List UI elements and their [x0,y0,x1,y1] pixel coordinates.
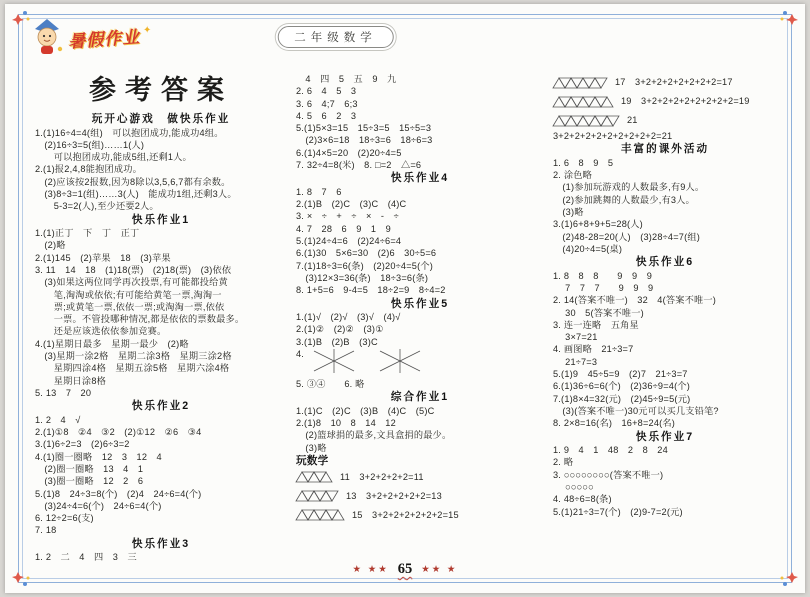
answer-line: 3. × ÷ + ÷ × - ÷ [296,211,399,222]
triangle-strip-figure [296,506,544,525]
triangle-strip-figure [553,92,777,111]
answer-line: 4. [296,348,305,359]
answer-line: 一票。不管投哪种情况,都是依依的票数最多。 [35,314,245,325]
answer-line: 7.(1)8×4=32(元) (2)45÷9=5(元) [553,393,691,404]
answer-line: 5-3=2(人),至少还要2人。 [35,201,159,212]
answers-column-left [35,73,287,563]
answer-line: 8. 1+5=6 9-4=5 18÷2=9 8÷4=2 [296,285,446,296]
footer-stars-right: ★★ ★ [421,564,458,575]
decorative-frame [18,14,792,583]
answer-line: 1. 9 4 1 48 2 8 24 [553,445,668,456]
answer-line: 2. 14(答案不唯一) 32 4(答案不唯一) [553,295,717,306]
answer-line: 7. 18 [35,525,57,536]
section-header: 玩开心游戏 做快乐作业 [91,113,231,125]
answer-line: 3+2+2+2+2+2+2+2+2+2=21 [553,131,673,141]
answer-line: 4. 画图略 21÷3=7 [553,344,634,355]
answer-line: 7 7 7 9 9 9 [553,282,654,293]
answer-line: (3)略 [553,206,584,217]
answer-line: 30 5(答案不唯一) [553,307,644,318]
answer-line: 2.(1)B (2)C (3)C (4)C [296,199,407,210]
answer-line: 4. 48÷6=8(条) [553,494,612,505]
triangle-strip-figure [553,73,777,92]
answer-line: 6.(1)4×5=20 (2)20÷4=5 [296,147,402,158]
answer-line: 6.(1)30 5×6=30 (2)6 30÷5=6 [296,248,437,259]
answer-line: 4. 7 28 6 9 1 9 [296,223,391,234]
answer-line: (3)24÷4=6(个) 24÷6=4(个) [35,500,162,511]
section-header: 快乐作业7 [635,430,695,443]
answer-line: (2)48-28=20(人) (3)28÷4=7(组) [553,231,700,242]
answer-line: 21÷7=3 [553,356,598,367]
answer-line: 6.(1)36÷6=6(个) (2)36÷9=4(个) [553,381,691,392]
corner-ornament-icon [779,9,797,27]
answer-line: 3.(1)6÷2=3 (2)6÷3=2 [35,439,130,450]
brand-logo [29,17,151,57]
answer-line: (2)略 [35,240,66,251]
section-header: 快乐作业2 [131,400,191,413]
page-title: 参考答案 [89,75,233,105]
answer-line: 1. 8 8 8 9 9 9 [553,270,652,281]
answer-line: 3.(1)B (2)B (3)C [296,336,378,347]
answer-line: 3. 连一连略 五角星 [553,319,639,330]
logo-title: 暑假作业 [67,27,141,51]
answer-line: 6. 12÷2=6(支) [35,513,94,524]
mascot-icon [29,17,65,57]
section-header: 快乐作业4 [390,172,450,185]
answers-column-middle [296,73,544,556]
answer-line: (2)应该按2报数,因为8除以3,5,6,7都有余数。 [35,176,231,187]
triangle-strip-figure [296,487,544,506]
answer-line: (3)星期一涂2格 星期二涂3格 星期三涂2格 [35,351,232,362]
answer-line: 3. ○○○○○○○○(答案不唯一) [553,469,664,480]
answer-line: 5.(1)21÷3=7(个) (2)9-7=2(元) [553,506,683,517]
section-header: 快乐作业3 [131,537,191,550]
answer-line: 票;或黄笔一票,依依一票;或淘淘一票,依依 [35,301,225,312]
section-header: 快乐作业5 [390,297,450,310]
answer-line: 3. 6 4;7 6;3 [296,98,358,109]
answers-content [35,73,777,563]
answer-line: 17 3+2+2+2+2+2+2+2=17 [615,77,733,88]
answer-line: 2. 涂色略 [553,170,592,181]
answer-line: 星期日涂8格 [35,375,107,386]
answer-line: (3)略 [296,442,327,453]
answer-line: 1.(1)16÷4=4(组) 可以抱团成功,能成功4组。 [35,127,224,138]
answer-line: 2.(1)报2,4,8能抱团成功。 [35,164,143,175]
answer-line: (2)篮球捐的最多,文具盒捐的最少。 [296,430,452,441]
answer-line: (3)如果这两位同学再次投票,有可能都投给黄 [35,277,228,288]
answer-line: (4)20÷4=5(桌) [553,243,623,254]
paper-sheet [5,4,805,593]
answer-line: 3. 11 14 18 (1)18(票) (2)18(票) (3)依依 [35,264,232,275]
answer-line: 1. 2 4 √ [35,414,81,425]
cross-lines-figure [296,348,544,378]
answer-line: (2)3×6=18 18÷3=6 18÷6=3 [296,135,433,146]
answers-column-right [553,73,777,556]
answer-line: 2.(1)①8 ②4 ③2 (2)①12 ②6 ③4 [35,427,202,438]
answer-line: 5.(1)24÷4=6 (2)24÷6=4 [296,236,402,247]
answer-line: (3)圈一圈略 12 2 6 [35,476,144,487]
answer-line: 8. 2×8=16(名) 16+8=24(名) [553,418,676,429]
answer-line: 星期四涂4格 星期五涂5格 星期六涂4格 [35,363,230,374]
answer-line: 可以抱团成功,能成5组,还剩1人。 [35,152,192,163]
answer-line: 笔,淘淘或依依;有可能给黄笔一票,淘淘一 [35,289,222,300]
section-header: 玩数学 [296,454,329,467]
answer-line: 5.(1)9 45÷5=9 (2)7 21÷3=7 [553,369,688,380]
answer-line: 1.(1)√ (2)√ (3)√ (4)√ [296,312,401,323]
answer-line: 1. 2 二 4 四 3 三 [35,552,137,563]
answer-line: 5.(1)8 24÷3=8(个) (2)4 24÷6=4(个) [35,488,202,499]
answer-line: 7.(1)18÷3=6(条) (2)20÷4=5(个) [296,260,434,271]
answer-line: 15 3+2+2+2+2+2+2=15 [352,510,459,521]
answer-line: 2. 6 4 5 3 [296,86,357,97]
answers-lines-left [35,112,287,564]
section-header: 快乐作业1 [131,213,191,226]
answer-line: 4.(1)圈一圈略 12 3 12 4 [35,451,162,462]
section-header: 丰富的课外活动 [620,143,710,156]
answer-line: 5.(1)5×3=15 15÷3=5 15÷5=3 [296,123,432,134]
answer-line: 4.(1)星期日最多 星期一最少 (2)略 [35,338,189,349]
answer-line: 5. 13 7 20 [35,387,92,398]
answer-line: 1. 8 7 6 [296,186,342,197]
answer-line: 2.(1)② (2)② (3)① [296,324,384,335]
answer-line: 2.(1)8 10 8 14 12 [296,418,396,429]
footer-stars-left: ★ ★★ [352,564,389,575]
answer-line: (2)参加跳舞的人数最少,有3人。 [553,194,695,205]
answer-line: (3)8÷3=1(组)……3(人) 能成功1组,还剩3人。 [35,188,237,199]
answer-line: 3×7=21 [553,332,598,343]
section-header: 快乐作业6 [635,256,695,269]
answer-line: (1)参加玩游戏的人数最多,有9人。 [553,182,705,193]
answer-line: 1.(1)C (2)C (3)B (4)C (5)C [296,405,435,416]
triangle-strip-figure [553,111,777,130]
answer-line: 还是应该选依依参加竞赛。 [35,326,167,337]
answer-line: 2.(1)145 (2)苹果 18 (3)苹果 [35,252,171,263]
subject-badge: 二年级数学 [277,26,394,48]
answer-line: 5. ③④ 6. 略 [296,378,365,389]
answer-line: 19 3+2+2+2+2+2+2+2+2=19 [621,96,750,107]
answer-line: (3)12×3=36(条) 18÷3=6(条) [296,272,429,283]
answer-line: 4 四 5 五 9 九 [296,74,397,84]
answer-line: (2)圈一圈略 13 4 1 [35,463,144,474]
triangle-strip-figure [296,468,544,487]
answer-line: 7. 32÷4=8(米) 8. □=2 △=6 [296,160,422,171]
answer-line: 2. 略 [553,457,574,468]
answer-line: ○○○○○ [553,481,594,492]
answer-line: 3.(1)6+8+9+5=28(人) [553,219,643,230]
answer-line: 21 [627,115,638,126]
answer-line: 4. 5 6 2 3 [296,110,357,121]
star-icon: ✦ [143,24,152,36]
answer-line: 1. 6 8 9 5 [553,157,614,168]
answer-line: 13 3+2+2+2+2+2=13 [346,491,442,502]
answer-line: 1.(1)正丁 下 丁 正丁 [35,228,140,239]
page-number: 65 [397,561,413,577]
answer-line: 11 3+2+2+2+2=11 [340,472,424,483]
answer-line: (3)(答案不唯一)30元可以买几支铅笔? [553,405,719,416]
page-footer [19,561,791,578]
answer-line: (2)16÷3=5(组)……1(人) [35,139,145,150]
section-header: 综合作业1 [390,391,450,404]
